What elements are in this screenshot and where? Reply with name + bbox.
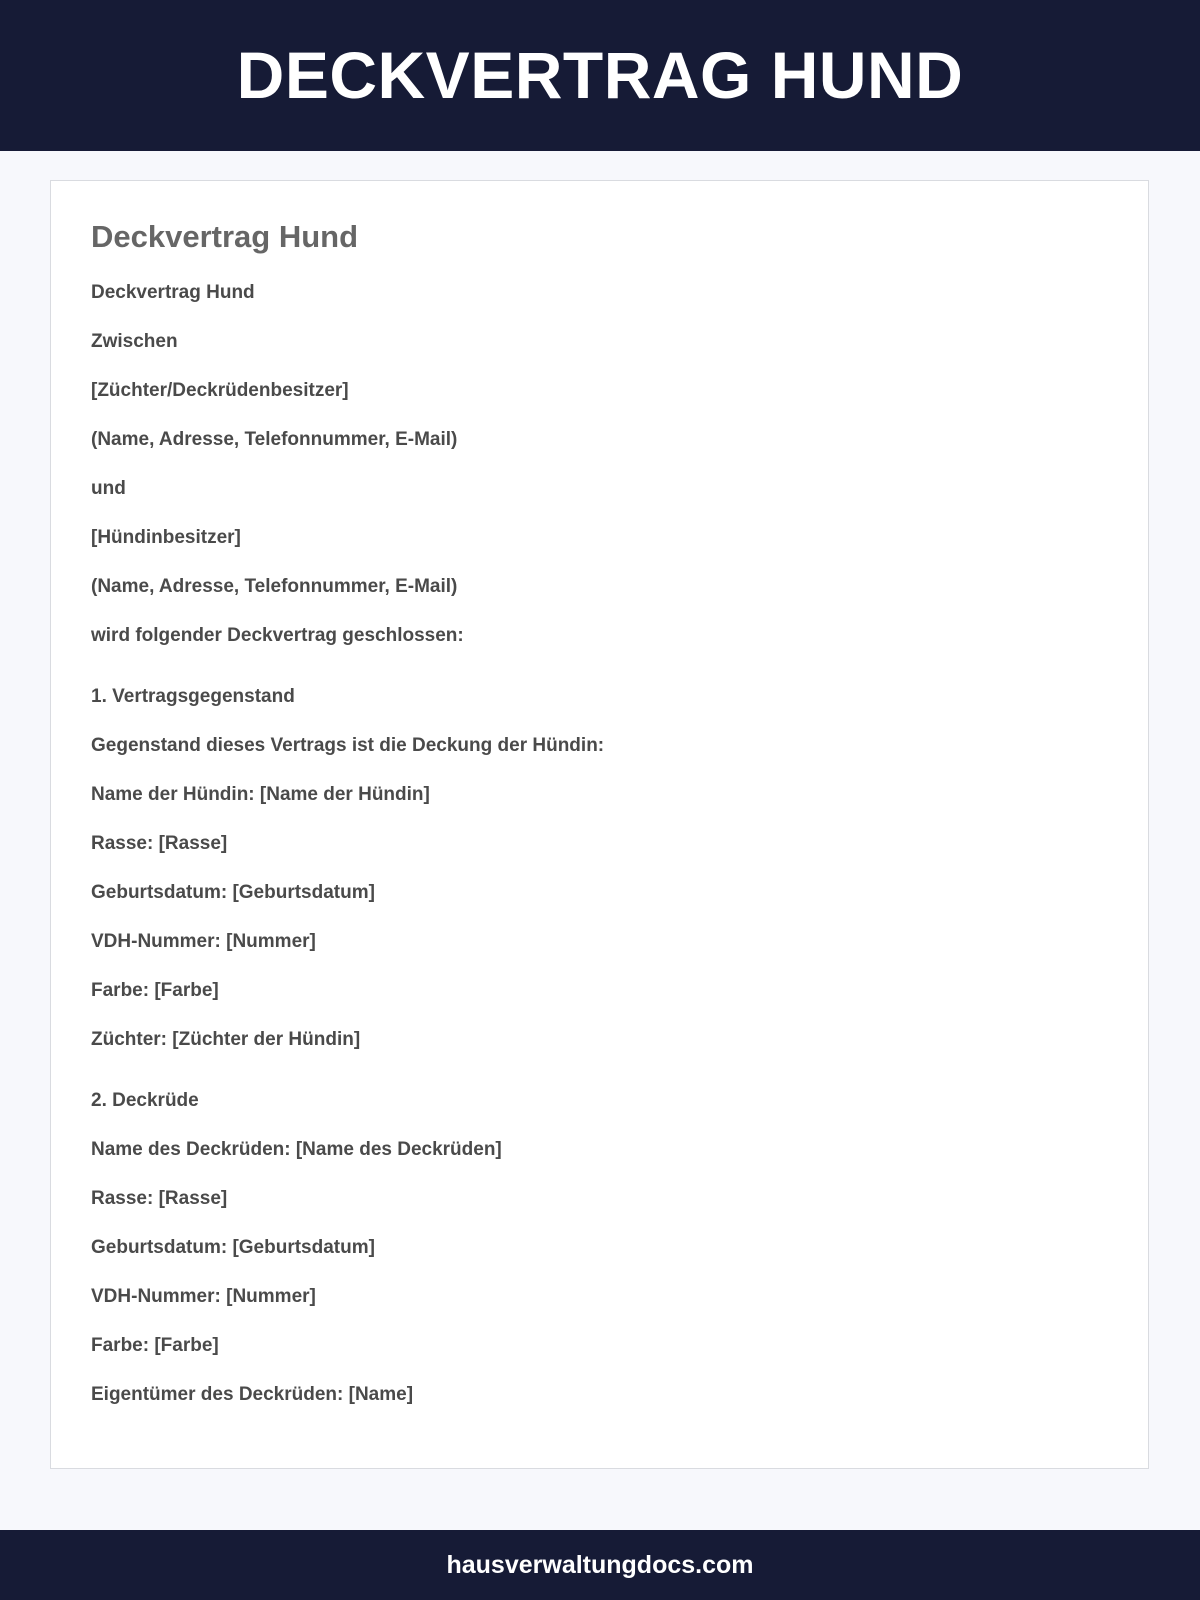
doc-line-between: Zwischen	[91, 331, 178, 352]
document-card	[50, 180, 1149, 1469]
field-stud-name: Name des Deckrüden: [Name des Deckrüden]	[91, 1139, 502, 1160]
field-bitch-breeder: Züchter: [Züchter der Hündin]	[91, 1029, 361, 1050]
doc-line-bitch-owner-contact: (Name, Adresse, Telefonnummer, E-Mail)	[91, 576, 458, 597]
page-title: DECKVERTRAG HUND	[236, 37, 964, 112]
field-stud-breed: Rasse: [Rasse]	[91, 1188, 228, 1209]
doc-line-intro: wird folgender Deckvertrag geschlossen:	[91, 625, 464, 646]
doc-line-breeder: [Züchter/Deckrüdenbesitzer]	[91, 380, 349, 401]
field-stud-vdh: VDH-Nummer: [Nummer]	[91, 1286, 316, 1307]
field-bitch-breed: Rasse: [Rasse]	[91, 833, 228, 854]
document-title: Deckvertrag Hund	[91, 219, 359, 254]
doc-line-subject: Gegenstand dieses Vertrags ist die Deckung der Hündin:	[91, 735, 605, 756]
page-footer	[0, 1530, 1200, 1600]
doc-line-heading: Deckvertrag Hund	[91, 282, 255, 303]
field-stud-color: Farbe: [Farbe]	[91, 1335, 219, 1356]
field-stud-birthdate: Geburtsdatum: [Geburtsdatum]	[91, 1237, 375, 1258]
section-heading-stud: 2. Deckrüde	[91, 1090, 199, 1111]
field-stud-owner: Eigentümer des Deckrüden: [Name]	[91, 1384, 414, 1405]
page-header	[0, 0, 1200, 151]
footer-site-link[interactable]: hausverwaltungdocs.com	[446, 1550, 754, 1579]
field-bitch-name: Name der Hündin: [Name der Hündin]	[91, 784, 430, 805]
doc-line-breeder-contact: (Name, Adresse, Telefonnummer, E-Mail)	[91, 429, 458, 450]
section-heading-subject: 1. Vertragsgegenstand	[91, 686, 295, 707]
doc-line-and: und	[91, 478, 126, 499]
field-bitch-vdh: VDH-Nummer: [Nummer]	[91, 931, 316, 952]
doc-line-bitch-owner: [Hündinbesitzer]	[91, 527, 241, 548]
field-bitch-birthdate: Geburtsdatum: [Geburtsdatum]	[91, 882, 375, 903]
field-bitch-color: Farbe: [Farbe]	[91, 980, 219, 1001]
